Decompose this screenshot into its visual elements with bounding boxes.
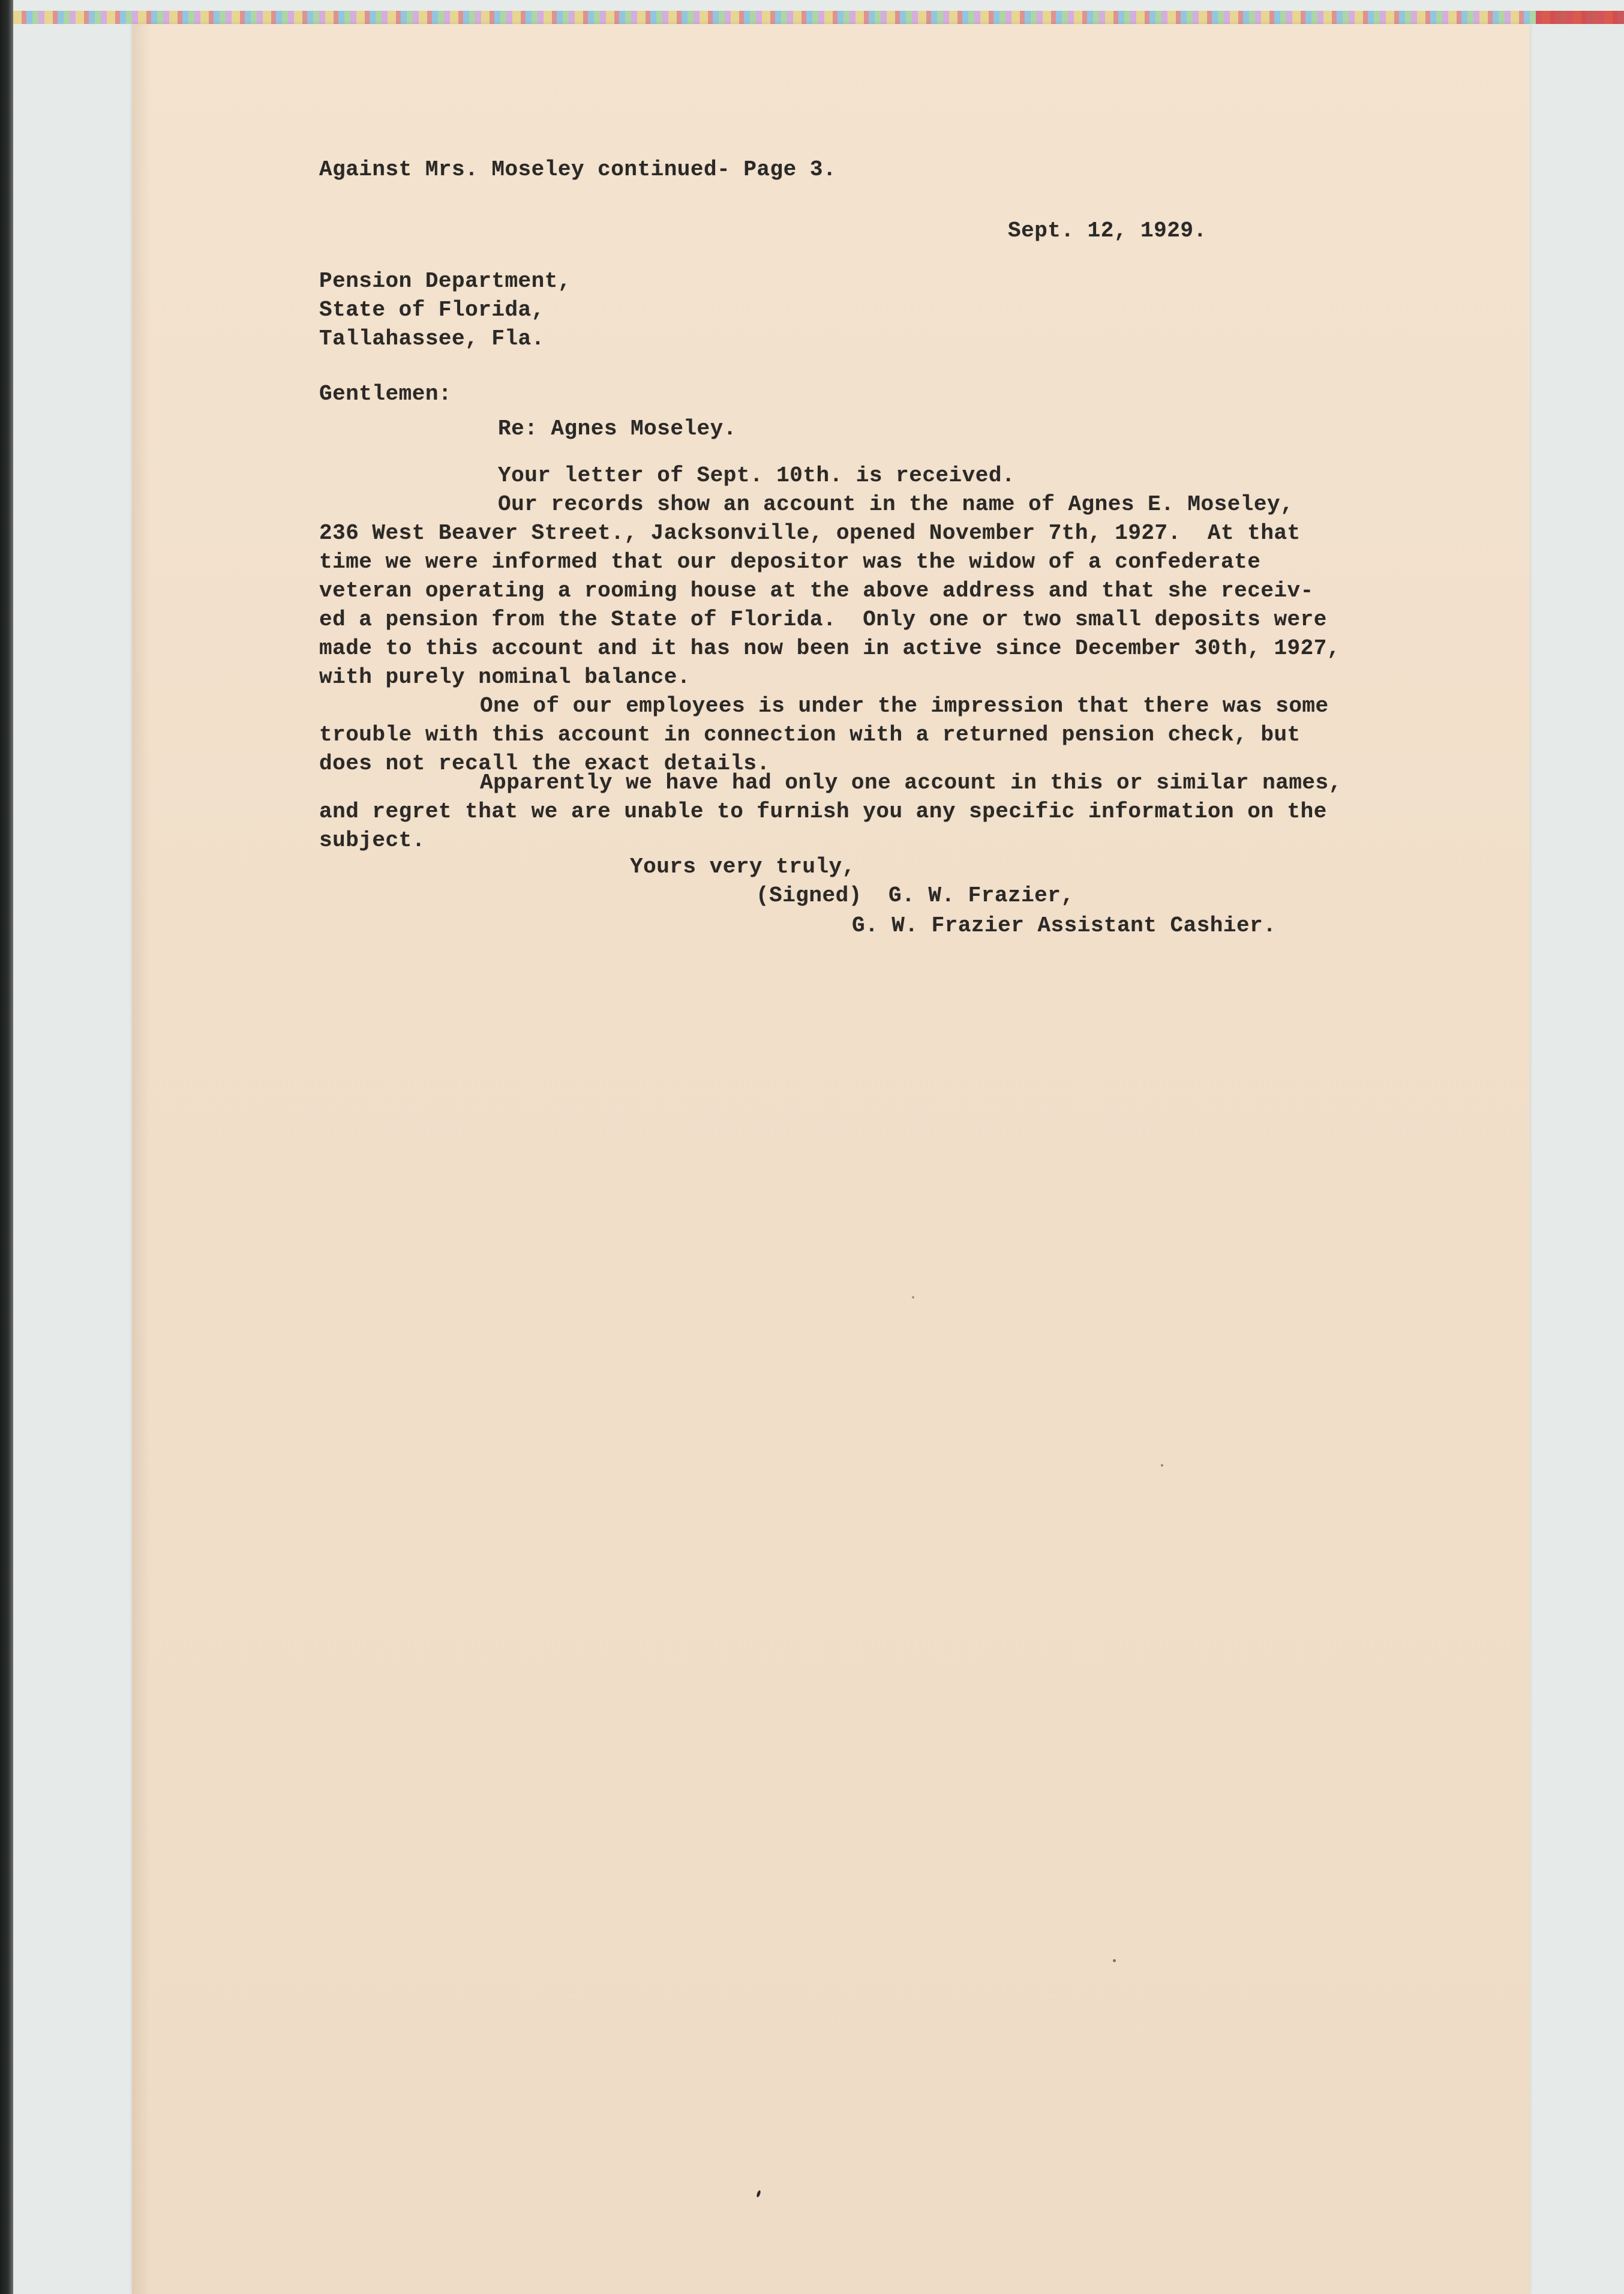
signature-title: G. W. Frazier Assistant Cashier. — [852, 913, 1277, 938]
sheet-edge-shadow — [132, 24, 150, 2294]
scanner-edge — [0, 0, 13, 2294]
paper-speck — [1113, 1959, 1116, 1962]
addressee-line: Tallahassee, Fla. — [319, 326, 545, 351]
paragraph-line: ed a pension from the State of Florida. Only one or two small deposits were — [319, 607, 1327, 632]
paragraph-line: trouble with this account in connection with a returned pension check, but — [319, 722, 1301, 747]
paragraph-line: Apparently we have had only one account in this or similar names, — [480, 770, 1342, 795]
signed-line: (Signed) G. W. Frazier, — [756, 883, 1074, 908]
paper-speck — [1161, 1464, 1163, 1467]
reference-line: Re: Agnes Moseley. — [498, 416, 737, 441]
paragraph-line: time we were informed that our depositor was the widow of a confederate — [319, 550, 1261, 574]
paper-speck — [912, 1296, 914, 1299]
paragraph-line: Our records show an account in the name of Agnes E. Moseley, — [498, 492, 1294, 517]
paragraph-line: with purely nominal balance. — [319, 665, 691, 689]
addressee-line: Pension Department, — [319, 269, 571, 293]
paragraph-1: Your letter of Sept. 10th. is received. — [498, 463, 1016, 488]
paragraph-line: subject. — [319, 828, 425, 853]
letter-sheet — [132, 24, 1530, 2294]
scanner-color-strip — [13, 11, 1624, 24]
paragraph-line: 236 West Beaver Street., Jacksonville, opened November 7th, 1927. At that — [319, 521, 1301, 545]
page-header: Against Mrs. Moseley continued- Page 3. — [319, 157, 837, 182]
paragraph-line: made to this account and it has now been in active since December 30th, 1927, — [319, 636, 1340, 661]
paragraph-line: One of our employees is under the impression that there was some — [480, 694, 1329, 718]
paragraph-line: does not recall the exact details. — [319, 751, 770, 776]
closing: Yours very truly, — [630, 854, 855, 879]
scanner-color-strip-end — [1536, 11, 1624, 24]
letter-date: Sept. 12, 1929. — [1008, 218, 1207, 243]
salutation: Gentlemen: — [319, 382, 452, 406]
paragraph-line: veteran operating a rooming house at the above address and that she receiv- — [319, 578, 1314, 603]
addressee-line: State of Florida, — [319, 298, 545, 322]
paragraph-line: and regret that we are unable to furnish you any specific information on the — [319, 799, 1327, 824]
